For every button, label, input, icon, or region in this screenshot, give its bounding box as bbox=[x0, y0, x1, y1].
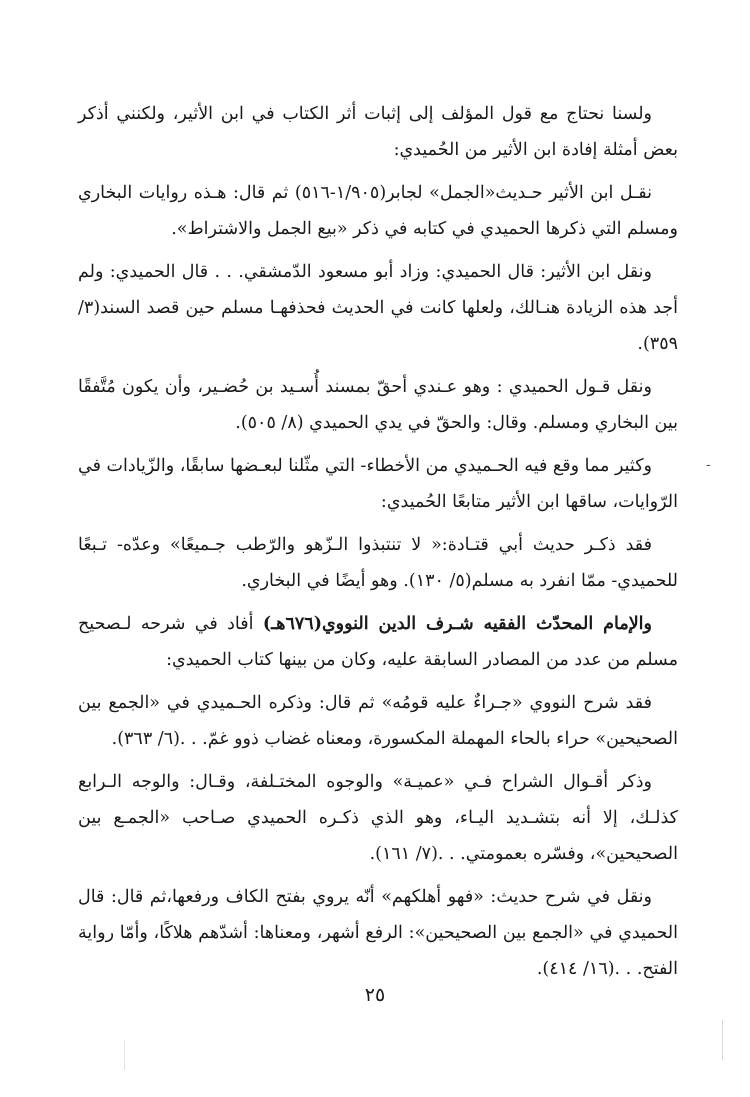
paragraph-7 bbox=[78, 606, 678, 678]
page-body bbox=[78, 96, 678, 994]
page-number: ٢٥ bbox=[364, 984, 386, 1006]
paragraph-5: وكثير مما وقع فيه الحـميدي من الأخطاء- التي مثّلنا لبعـضها سابقًا، والزّيادات في الرّوايات، ساقها ابن الأثير متابعًا الحُميدي: bbox=[78, 456, 678, 512]
paragraph-7-rest: أفاد في شرحه لـصحيح مسلم من عدد من المصادر السابقة عليه، وكان من بينها كتاب الحميدي: bbox=[78, 614, 678, 670]
paragraph-4: ونقل قـول الحميدي : وهو عـندي أحقّ بمسند أُسـيد بن حُضـير، وأن يكون مُتَّفقًا بين البخاري ومسلم. وقال: والحقّ في يدي الحميدي (٨/ ٥٠٥). bbox=[78, 377, 678, 433]
paragraph-2: نقـل ابن الأثير حـديث«الجمل» لجابر(١/٩٠٥-٥١٦) ثم قال: هـذه روايات البخاري ومسلم التي ذكرها الحميدي في كتابه في ذكر «بيع الجمل والاشتراط». bbox=[78, 183, 678, 239]
paragraph-9: وذكر أقـوال الشراح فـي «عميـة» والوجوه المختـلفة، وقـال: والوجه الـرابع كذلـك، إلا أنه بتشـديد اليـاء، وهو الذي ذكـره الحميدي صـاحب «الجمـع بين الصحيحين»، وفسّره بعمومتي. . .(٧/ ١٦١). bbox=[78, 772, 678, 864]
scan-artifact-line bbox=[722, 1020, 723, 1060]
paragraph-7-bold-lead: والإمام المحدّث الفقيه شـرف الدين النووي(٦٧٦هـ) bbox=[262, 614, 652, 634]
scan-artifact-line bbox=[124, 1040, 125, 1070]
paragraph-3: ونقل ابن الأثير: قال الحميدي: وزاد أبو مسعود الدّمشقي. . . قال الحميدي: ولم أجد هذه الزيادة هنـالك، ولعلها كانت في الحديث فحذفهـا مسلم حين قصد السند(٣/ ٣٥٩). bbox=[78, 262, 678, 354]
paragraph-10: ونقل في شرح حديث: «فهو أهلكهم» أنّه يروي بفتح الكاف ورفعها،ثم قال: قال الحميدي في «الجمع بين الصحيحين»: الرفع أشهر، ومعناها: أشدّهم هلاكًا، وأمّا رواية الفتح. . .(١٦/ ٤١٤). bbox=[78, 887, 678, 979]
margin-dash-mark: - bbox=[706, 457, 711, 473]
paragraph-8: فقد شرح النووي «جـراءٌ عليه قومُه» ثم قال: وذكره الحـميدي في «الجمع بين الصحيحين» حراء بالحاء المهملة المكسورة، ومعناه غضاب ذوو غمّ. . .(٦/ ٣٦٣). bbox=[78, 693, 678, 749]
paragraph-1: ولسنا نحتاج مع قول المؤلف إلى إثبات أثر الكتاب في ابن الأثير، ولكنني أذكر بعض أمثلة إفادة ابن الأثير من الحُميدي: bbox=[78, 104, 678, 160]
paragraph-6: فقد ذكـر حديث أبي قتـادة:« لا تنتبذوا الـزّهو والرّطب جـميعًا» وعدّه- تـبعًا للحميدي- ممّا انفرد به مسلم(٥/ ١٣٠). وهو أيضًا في البخاري. bbox=[78, 535, 678, 591]
